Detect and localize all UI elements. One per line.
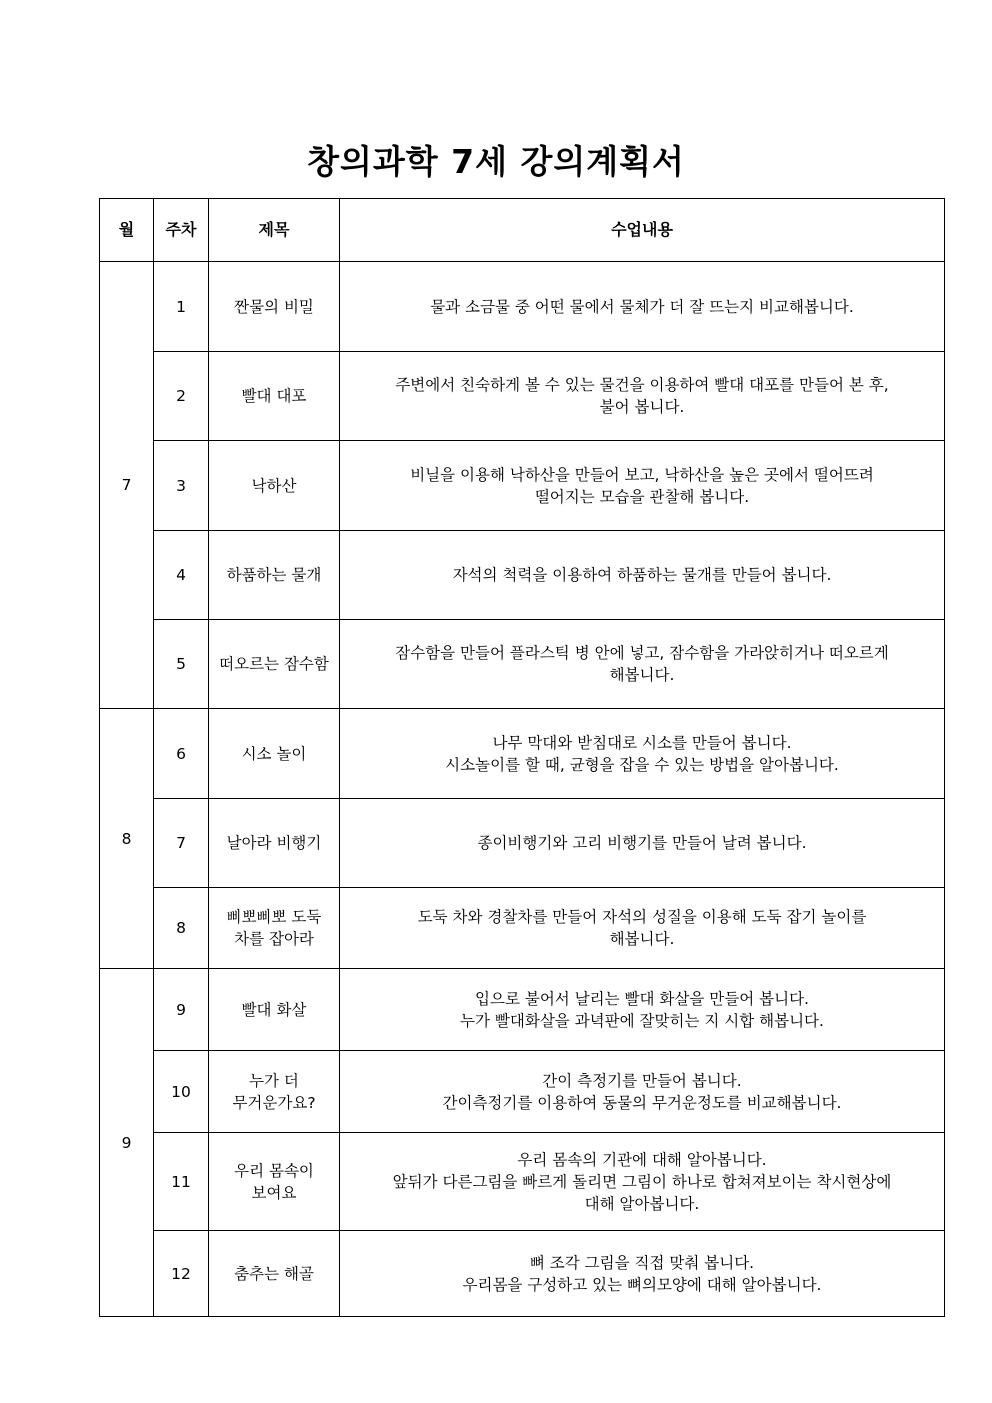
table-row bbox=[100, 620, 945, 709]
column-header-month: 월 bbox=[100, 199, 154, 262]
subject-cell: 하품하는 물개 bbox=[209, 531, 340, 620]
lecture-plan-table bbox=[99, 198, 945, 1317]
subject-cell: 짠물의 비밀 bbox=[209, 262, 340, 352]
table-row bbox=[100, 799, 945, 888]
week-cell: 9 bbox=[154, 969, 209, 1051]
content-cell: 잠수함을 만들어 플라스틱 병 안에 넣고, 잠수함을 가라앉히거나 떠오르게 해봅니다. bbox=[340, 620, 945, 709]
table-row bbox=[100, 1133, 945, 1231]
column-header-week: 주차 bbox=[154, 199, 209, 262]
content-cell: 주변에서 친숙하게 볼 수 있는 물건을 이용하여 빨대 대포를 만들어 본 후, 불어 봅니다. bbox=[340, 352, 945, 441]
content-cell: 우리 몸속의 기관에 대해 알아봅니다. 앞뒤가 다른그림을 빠르게 돌리면 그림이 하나로 합쳐져보이는 착시현상에 대해 알아봅니다. bbox=[340, 1133, 945, 1231]
content-cell: 물과 소금물 중 어떤 물에서 물체가 더 잘 뜨는지 비교해봅니다. bbox=[340, 262, 945, 352]
subject-cell: 누가 더 무거운가요? bbox=[209, 1051, 340, 1133]
week-cell: 7 bbox=[154, 799, 209, 888]
week-cell: 10 bbox=[154, 1051, 209, 1133]
content-cell: 종이비행기와 고리 비행기를 만들어 날려 봅니다. bbox=[340, 799, 945, 888]
table-header-row bbox=[100, 199, 945, 262]
month-cell: 8 bbox=[100, 709, 154, 969]
week-cell: 6 bbox=[154, 709, 209, 799]
content-cell: 도둑 차와 경찰차를 만들어 자석의 성질을 이용해 도둑 잡기 놀이를 해봅니다. bbox=[340, 888, 945, 969]
subject-cell: 시소 놀이 bbox=[209, 709, 340, 799]
table-row bbox=[100, 441, 945, 531]
week-cell: 8 bbox=[154, 888, 209, 969]
subject-cell: 날아라 비행기 bbox=[209, 799, 340, 888]
subject-cell: 떠오르는 잠수함 bbox=[209, 620, 340, 709]
table-row bbox=[100, 709, 945, 799]
week-cell: 11 bbox=[154, 1133, 209, 1231]
month-cell: 9 bbox=[100, 969, 154, 1317]
content-cell: 간이 측정기를 만들어 봅니다. 간이측정기를 이용하여 동물의 무거운정도를 비교해봅니다. bbox=[340, 1051, 945, 1133]
subject-cell: 낙하산 bbox=[209, 441, 340, 531]
table-row bbox=[100, 969, 945, 1051]
week-cell: 3 bbox=[154, 441, 209, 531]
table-row bbox=[100, 531, 945, 620]
subject-cell: 삐뽀삐뽀 도둑 차를 잡아라 bbox=[209, 888, 340, 969]
table-row bbox=[100, 262, 945, 352]
table-row bbox=[100, 888, 945, 969]
subject-cell: 우리 몸속이 보여요 bbox=[209, 1133, 340, 1231]
week-cell: 5 bbox=[154, 620, 209, 709]
subject-cell: 빨대 화살 bbox=[209, 969, 340, 1051]
column-header-subject: 제목 bbox=[209, 199, 340, 262]
week-cell: 12 bbox=[154, 1231, 209, 1317]
month-cell: 7 bbox=[100, 262, 154, 709]
content-cell: 나무 막대와 받침대로 시소를 만들어 봅니다. 시소놀이를 할 때, 균형을 잡을 수 있는 방법을 알아봅니다. bbox=[340, 709, 945, 799]
content-cell: 뼈 조각 그림을 직접 맞춰 봅니다. 우리몸을 구성하고 있는 뼈의모양에 대해 알아봅니다. bbox=[340, 1231, 945, 1317]
subject-cell: 빨대 대포 bbox=[209, 352, 340, 441]
table-row bbox=[100, 352, 945, 441]
week-cell: 4 bbox=[154, 531, 209, 620]
content-cell: 입으로 불어서 날리는 빨대 화살을 만들어 봅니다. 누가 빨대화살을 과녁판에 잘맞히는 지 시합 해봅니다. bbox=[340, 969, 945, 1051]
table-row bbox=[100, 1051, 945, 1133]
page-title: 창의과학 7세 강의계획서 bbox=[307, 142, 685, 181]
table-row bbox=[100, 1231, 945, 1317]
week-cell: 1 bbox=[154, 262, 209, 352]
week-cell: 2 bbox=[154, 352, 209, 441]
content-cell: 자석의 척력을 이용하여 하품하는 물개를 만들어 봅니다. bbox=[340, 531, 945, 620]
column-header-content: 수업내용 bbox=[340, 199, 945, 262]
content-cell: 비닐을 이용해 낙하산을 만들어 보고, 낙하산을 높은 곳에서 떨어뜨려 떨어지는 모습을 관찰해 봅니다. bbox=[340, 441, 945, 531]
subject-cell: 춤추는 해골 bbox=[209, 1231, 340, 1317]
